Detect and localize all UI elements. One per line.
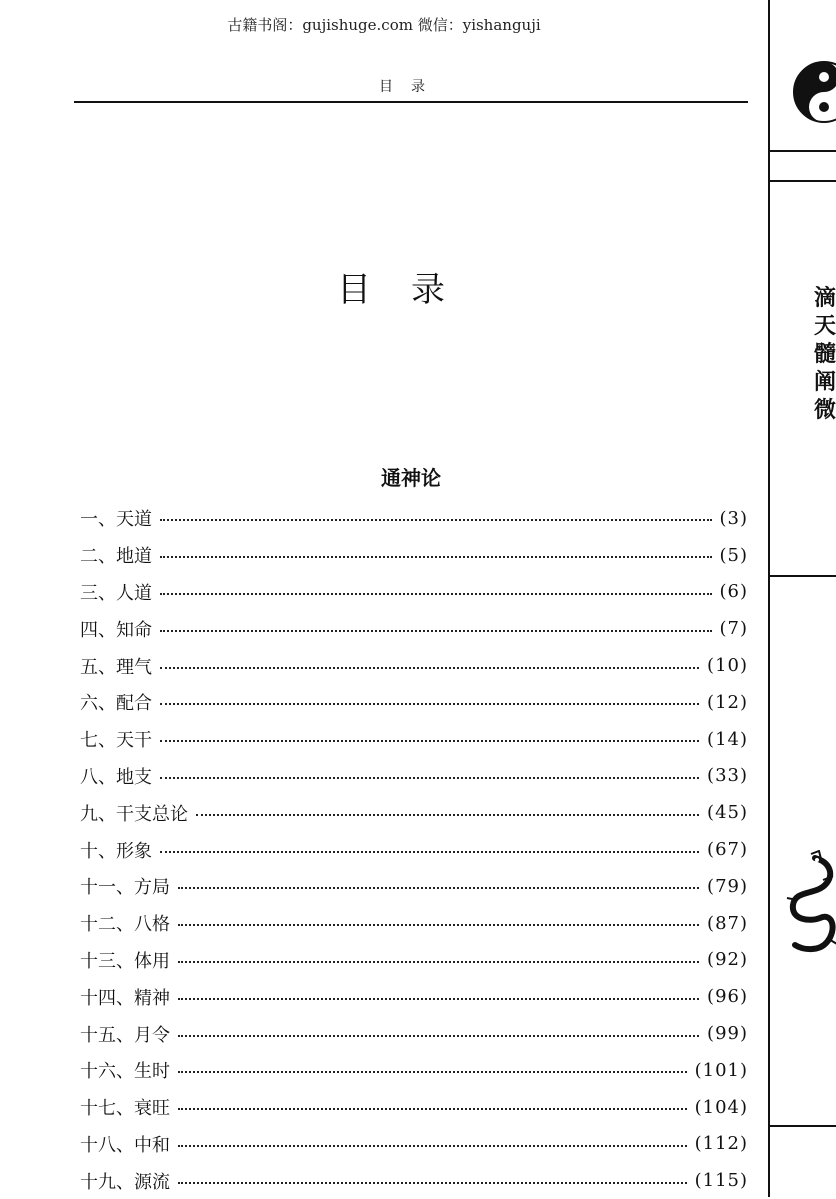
- toc-entry[interactable]: [80, 978, 748, 1015]
- toc-page: (112): [694, 1133, 748, 1155]
- toc-page: (79): [707, 875, 748, 897]
- dragon-icon: [775, 850, 836, 960]
- toc-label: 十二、八格: [80, 914, 170, 936]
- strip-rule: [770, 575, 836, 577]
- taiji-icon: [792, 60, 836, 124]
- leader-dots: [178, 1035, 699, 1037]
- toc-entry[interactable]: [80, 721, 748, 758]
- adjacent-char: 阐: [814, 370, 836, 395]
- leader-dots: [178, 1145, 687, 1147]
- toc-label: 十八、中和: [80, 1134, 170, 1156]
- toc-entry[interactable]: [80, 868, 748, 905]
- toc-label: 十七、衰旺: [80, 1098, 170, 1120]
- toc-entry[interactable]: [80, 1052, 748, 1089]
- toc-entry[interactable]: [80, 942, 748, 979]
- toc-page: (67): [707, 839, 748, 861]
- toc-label: 十三、体用: [80, 950, 170, 972]
- adjacent-char: 髓: [814, 342, 836, 367]
- adjacent-char: 滴: [814, 286, 836, 311]
- toc-page: (96): [707, 986, 748, 1008]
- leader-dots: [178, 998, 699, 1000]
- leader-dots: [178, 1182, 687, 1184]
- toc-page: (6): [719, 581, 748, 603]
- header-rule: [74, 101, 748, 103]
- toc-label: 九、干支总论: [80, 803, 188, 825]
- toc-entry[interactable]: [80, 1089, 748, 1126]
- leader-dots: [196, 814, 699, 816]
- toc-entry[interactable]: [80, 758, 748, 795]
- toc-entry[interactable]: [80, 647, 748, 684]
- page-title: 目录: [337, 270, 485, 310]
- toc-label: 十一、方局: [80, 877, 170, 899]
- toc-label: 十九、源流: [80, 1171, 170, 1193]
- section-title: 通神论: [381, 466, 441, 490]
- strip-rule: [770, 150, 836, 152]
- toc-label: 三、人道: [80, 582, 152, 604]
- leader-dots: [160, 630, 712, 632]
- toc-page: (99): [707, 1023, 748, 1045]
- toc-page: (12): [707, 691, 748, 713]
- running-head: 目录: [379, 79, 443, 95]
- leader-dots: [178, 887, 699, 889]
- toc-entry[interactable]: [80, 537, 748, 574]
- leader-dots: [178, 1108, 687, 1110]
- toc-entry[interactable]: [80, 1015, 748, 1052]
- toc-page: (115): [694, 1170, 748, 1192]
- toc-label: 十、形象: [80, 840, 152, 862]
- toc-entry[interactable]: [80, 831, 748, 868]
- toc-label: 五、理气: [80, 656, 152, 678]
- leader-dots: [160, 556, 712, 558]
- leader-dots: [160, 667, 699, 669]
- toc-page: (33): [707, 765, 748, 787]
- toc-entry[interactable]: [80, 905, 748, 942]
- adjacent-page-title: [814, 285, 836, 425]
- toc-label: 七、天干: [80, 730, 152, 752]
- toc-page: (92): [707, 949, 748, 971]
- adjacent-char: 微: [814, 398, 836, 423]
- leader-dots: [160, 703, 699, 705]
- toc-label: 八、地支: [80, 766, 152, 788]
- leader-dots: [178, 1071, 687, 1073]
- leader-dots: [178, 961, 699, 963]
- leader-dots: [160, 851, 699, 853]
- leader-dots: [160, 519, 712, 521]
- toc-page: (3): [719, 507, 748, 529]
- strip-rule: [770, 180, 836, 182]
- leader-dots: [178, 924, 699, 926]
- watermark: 古籍书阁：gujishuge.com 微信：yishanguji: [227, 16, 541, 34]
- toc-label: 二、地道: [80, 546, 152, 568]
- toc-label: 十五、月令: [80, 1024, 170, 1046]
- toc-label: 四、知命: [80, 619, 152, 641]
- toc-entry[interactable]: [80, 610, 748, 647]
- adjacent-char: 天: [814, 314, 836, 339]
- toc-page: (101): [694, 1059, 748, 1081]
- toc-entry[interactable]: [80, 794, 748, 831]
- toc-page: (10): [707, 655, 748, 677]
- toc-page: (45): [707, 802, 748, 824]
- toc-page: (104): [694, 1096, 748, 1118]
- toc-page: (5): [719, 544, 748, 566]
- leader-dots: [160, 740, 699, 742]
- toc-entry[interactable]: [80, 1162, 748, 1199]
- toc-label: 十六、生时: [80, 1061, 170, 1083]
- toc-entry[interactable]: [80, 684, 748, 721]
- strip-rule: [770, 1125, 836, 1127]
- toc-entry[interactable]: [80, 500, 748, 537]
- toc-entry[interactable]: [80, 574, 748, 611]
- toc-page: (87): [707, 912, 748, 934]
- toc-label: 十四、精神: [80, 987, 170, 1009]
- toc-label: 六、配合: [80, 693, 152, 715]
- toc-page: (7): [719, 618, 748, 640]
- toc-page: (14): [707, 728, 748, 750]
- toc-entry[interactable]: [80, 1126, 748, 1163]
- table-of-contents: [80, 500, 748, 1199]
- leader-dots: [160, 593, 712, 595]
- leader-dots: [160, 777, 699, 779]
- toc-label: 一、天道: [80, 509, 152, 531]
